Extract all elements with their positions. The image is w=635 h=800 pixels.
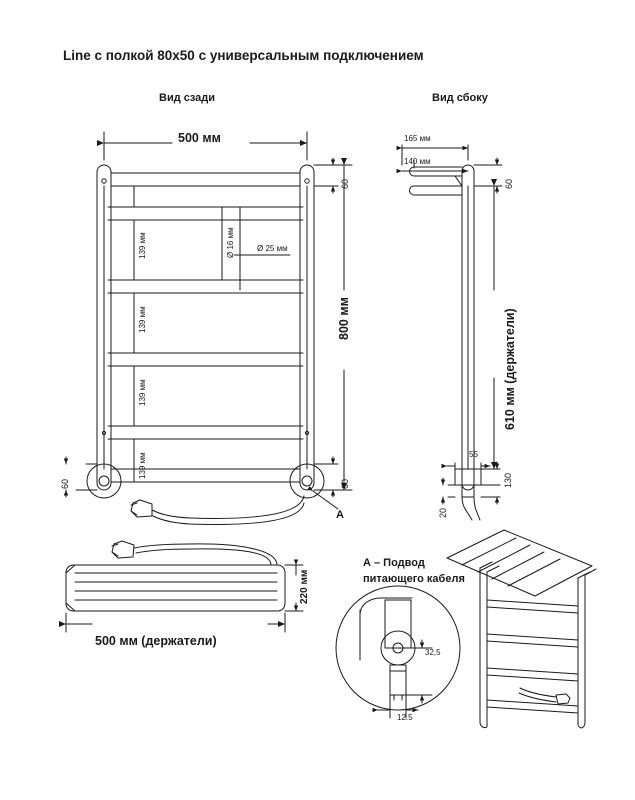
- shelf-view: [66, 541, 285, 611]
- dim-side-holders-height: [474, 186, 500, 469]
- mount-hole-top-right: [305, 179, 309, 183]
- dim-detail-a-horizontal: [378, 695, 418, 718]
- side-depth-total-label: 165 мм: [404, 134, 431, 143]
- dim-side-offset-20: [443, 478, 455, 504]
- page-title: Line с полкой 80x50 с универсальным подключением: [63, 48, 424, 63]
- rung-spacing-1: 139 мм: [138, 232, 147, 259]
- dim-side-depth-total: [402, 145, 468, 165]
- dim-rear-top-offset: [314, 158, 338, 193]
- detail-a-title-line1: А – Подвод: [363, 557, 425, 569]
- detail-a-horizontal-dim: 12.5: [397, 713, 413, 722]
- pipe-diameter-25-label: Ø 25 мм: [257, 244, 288, 253]
- rear-height-label: 800 мм: [337, 297, 351, 340]
- side-offset-130-label: 130: [503, 472, 513, 488]
- dim-pipe-diameters: [216, 207, 290, 290]
- shelf-height-label: 220 мм: [299, 569, 310, 604]
- detail-a-title-line2: питающего кабеля: [363, 573, 465, 585]
- rear-bottom-left-offset-label: 60: [60, 478, 70, 489]
- rear-power-cable: [131, 496, 304, 524]
- dim-shelf-height: [285, 565, 303, 611]
- rear-width-label: 500 мм: [178, 131, 221, 145]
- rung-spacing-2: 139 мм: [138, 306, 147, 333]
- dim-rear-bottom-right-offset: [314, 457, 338, 497]
- dim-rung-spacings: [128, 186, 140, 482]
- mount-hole-top-left: [102, 179, 106, 183]
- side-offset-55-label: 55: [469, 450, 478, 459]
- dim-side-offset-130: [481, 462, 500, 504]
- view-caption-side: Вид сбоку: [432, 92, 488, 104]
- detail-a-vertical-dim: 32,5: [425, 648, 441, 657]
- side-top-offset-label: 60: [504, 178, 514, 189]
- rear-bottom-right-offset-label: 60: [340, 478, 350, 489]
- dim-rear-height: [314, 165, 352, 490]
- rear-rungs: [108, 207, 303, 439]
- dim-shelf-width: [66, 613, 285, 632]
- detail-a-view: [336, 586, 460, 710]
- isometric-view: [447, 530, 596, 728]
- dim-side-depth-shelf: [402, 160, 468, 171]
- side-bottom-connector: [455, 469, 481, 520]
- dim-side-top-offset: [474, 158, 502, 193]
- rung-spacing-3: 139 мм: [138, 379, 147, 406]
- shelf-width-label: 500 мм (держатели): [95, 634, 217, 648]
- rear-top-offset-label: 60: [340, 178, 350, 189]
- pipe-diameter-16-label: Ø 16 мм: [226, 227, 235, 258]
- view-caption-rear: Вид сзади: [159, 92, 216, 104]
- dim-rear-width: [104, 132, 307, 160]
- dim-detail-a-vertical: [406, 640, 432, 703]
- side-holders-height-label: 610 мм (держатели): [503, 308, 517, 430]
- side-offset-20-label: 20: [438, 507, 448, 518]
- dim-rear-bottom-left-offset: [66, 457, 97, 497]
- callout-a-label: A: [336, 509, 344, 521]
- side-depth-shelf-label: 140 мм: [404, 157, 431, 166]
- rung-spacing-4: 139 мм: [138, 452, 147, 479]
